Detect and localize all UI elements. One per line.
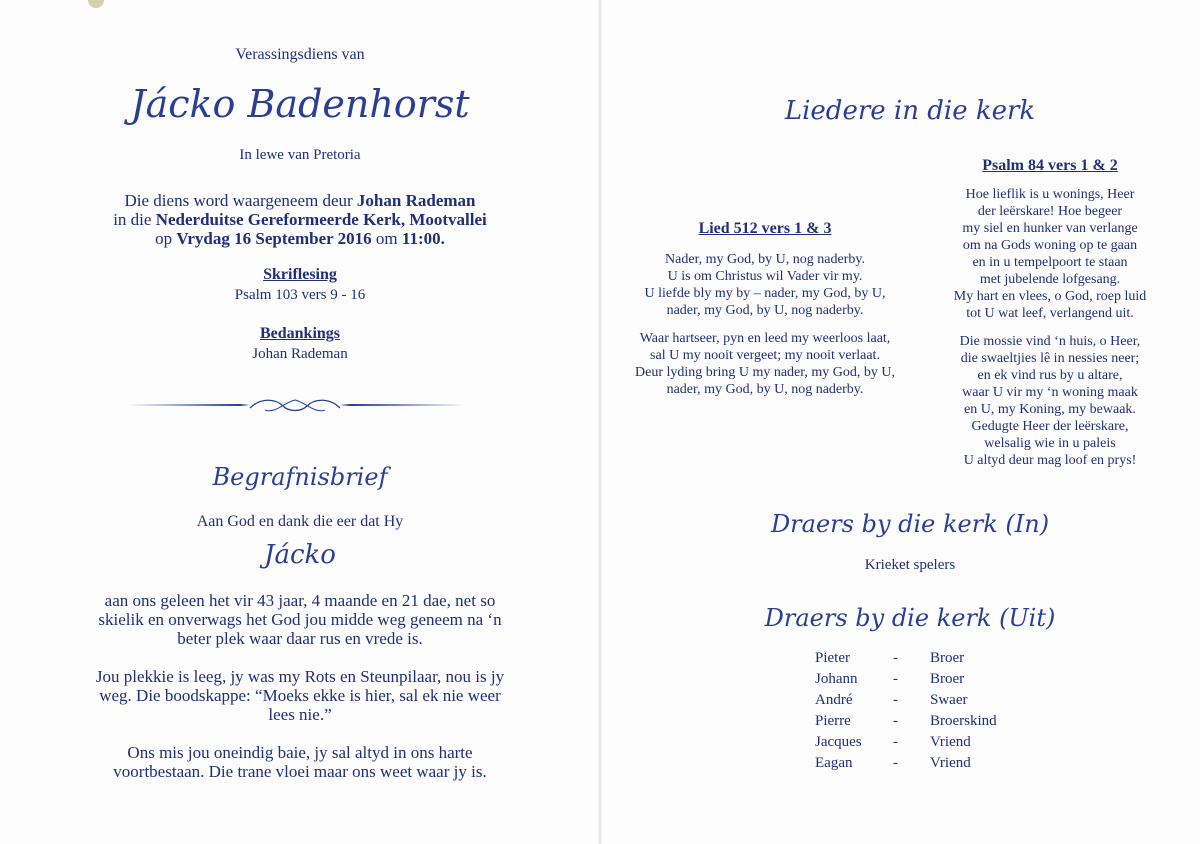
- psalm-v1-line3: my siel en hunker van verlange: [962, 221, 1138, 236]
- reading-heading: Skriflesing: [263, 266, 337, 283]
- letter-p1-line2: skielik en onverwags het God jou midde weg geneem na ‘n: [98, 610, 502, 629]
- psalm-v2-line6: Gedugte Heer der leërskare,: [971, 419, 1129, 434]
- psalm-v1-line7: My hart en vlees, o God, roep luid: [953, 289, 1147, 304]
- date-line: op Vrydag 16 September 2016 om 11:00.: [155, 229, 445, 248]
- lied-v1-line3: U liefde bly my by – nader, my God, by U,: [644, 286, 886, 301]
- psalm-v2-line3: en ek vind rus by u altare,: [977, 368, 1123, 383]
- psalm-v2-line4: waar U vir my ‘n woning maak: [962, 385, 1138, 400]
- reading-text: Psalm 103 vers 9 - 16: [234, 287, 366, 303]
- lied-v2-line4: nader, my God, by U, nog naderby.: [666, 382, 864, 397]
- letter-p3-line1: Ons mis jou oneindig baie, jy sal altyd in ons harte: [127, 743, 473, 762]
- lied-v2-line3: Deur lyding bring U my nader, my God, by U,: [635, 365, 895, 380]
- psalm-v1-line6: met jubelende lofgesang.: [979, 272, 1121, 287]
- letter-p2-line3: lees nie.”: [268, 705, 332, 724]
- letter-name: Jácko: [264, 540, 336, 570]
- funeral-program-spread: Verassingsdiens van Jácko Badenhorst In lewe van Pretoria Die diens word waargeneem deur Johan Rademan in die Nederduitse Gereformeerde Kerk, Mootvallei op Vrydag 16 September 2016 om 11:00. Skriflesing Psalm 103 vers 9 - 16 Bedankings Johan Rademan Begrafnisbrief Aan God en dank die eer dat Hy Jácko aan ons geleen het vir 43 jaar, 4 maande en 21 dae, net so skielik en onverwags het God jou midde weg geneem na ‘n beter plek waar daar rus en vrede is. Jou plekkie is leeg, jy was my Rots en Steunpilaar, nou is jy weg. Die boodskappe: “Moeks ekke is hier, sal ek nie weer lees nie.” Ons mis jou oneindig baie, jy sal altyd in ons harte voortbestaan. Die trane vloei maar ons weet waar jy is. Liedere in die kerk Lied 512 vers 1 & 3 Nader, my God, by U, nog naderby. U is om Christus wil Vader vir my. U liefde bly my by – nader, my God, by U, nader, my God, by U, nog naderby. Waar hartseer, pyn en leed my weerloos laat, sal U my nooit vergeet; my nooit verlaat. Deur lyding bring U my nader, my God, by U, nader, my God, by U, nog naderby. Psalm 84 vers 1 & 2 Hoe lieflik is u wonings, Heer der leërskare! Hoe begeer my siel en hunker van verlange om na Gods woning op te gaan en in u tempelpoort te staan met jubelende lofgesang. My hart en vlees, o God, roep luid tot U wat leef, verlangend uit. Die mossie vind ‘n huis, o Heer, die swaeltjies lê in nessies neer; en ek vind rus by u altare, waar U vir my ‘n woning maak en U, my Koning, my bewaak. Gedugte Heer der leërskare, welsalig wie in u paleis U altyd deur mag loof en prys! Draers by die kerk (In) Krieket spelers Draers by die kerk (Uit) Pieter - Broer Johann - Broer André - Swaer Pierre - Broerskind Jacques - Vriend Eagan - Vriend: [0, 0, 1200, 844]
- psalm-v2-line5: en U, my Koning, my bewaak.: [964, 402, 1136, 417]
- psalm-v1-line4: om na Gods woning op te gaan: [962, 238, 1138, 253]
- bearers-in-heading: Draers by die kerk (In): [770, 510, 1050, 538]
- thanks-heading: Bedankings: [259, 325, 341, 342]
- church-line: in die Nederduitse Gereformeerde Kerk, Mootvallei: [113, 210, 487, 229]
- letter-p2-line1: Jou plekkie is leeg, jy was my Rots en Steunpilaar, nou is jy: [95, 667, 505, 686]
- bearers-out-heading: Draers by die kerk (Uit): [764, 604, 1056, 632]
- bearers-in-text: Krieket spelers: [864, 557, 956, 573]
- letter-intro: Aan God en dank die eer dat Hy: [196, 513, 404, 530]
- ornamental-flourish-divider-icon: [125, 394, 465, 416]
- letter-p3-line2: voortbestaan. Die trane vloei maar ons weet waar jy is.: [113, 762, 487, 781]
- songs-heading: Liedere in die kerk: [784, 96, 1036, 126]
- psalm-v1-line5: en in u tempelpoort te staan: [972, 255, 1128, 270]
- psalm-v1-line1: Hoe lieflik is u wonings, Heer: [965, 187, 1135, 202]
- psalm-v2-line1: Die mossie vind ‘n huis, o Heer,: [959, 334, 1141, 349]
- page-fold: [598, 0, 602, 844]
- letter-p1-line1: aan ons geleen het vir 43 jaar, 4 maande en 21 dae, net so: [104, 591, 496, 610]
- lied-v1-line4: nader, my God, by U, nog naderby.: [666, 303, 864, 318]
- psalm-title: Psalm 84 vers 1 & 2: [982, 157, 1118, 174]
- thanks-text: Johan Rademan: [252, 346, 348, 362]
- letter-p2-line2: weg. Die boodskappe: “Moeks ekke is hier, sal ek nie weer: [99, 686, 501, 705]
- service-title: Verassingsdiens van: [235, 46, 365, 63]
- letter-heading: Begrafnisbrief: [212, 463, 388, 491]
- psalm-v2-line8: U altyd deur mag loof en prys!: [963, 453, 1137, 468]
- lied-v1-line2: U is om Christus wil Vader vir my.: [667, 269, 863, 284]
- deceased-name: Jácko Badenhorst: [130, 82, 470, 126]
- paper-corner-mark: [88, 0, 104, 8]
- lied-v1-line1: Nader, my God, by U, nog naderby.: [665, 252, 865, 267]
- letter-p1-line3: beter plek waar daar rus en vrede is.: [177, 629, 423, 648]
- officiant-line: Die diens word waargeneem deur Johan Rademan: [124, 191, 476, 210]
- lied-v2-line1: Waar hartseer, pyn en leed my weerloos laat,: [639, 331, 891, 346]
- psalm-v1-line2: der leërskare! Hoe begeer: [977, 204, 1123, 219]
- psalm-v1-line8: tot U wat leef, verlangend uit.: [966, 306, 1134, 321]
- psalm-v2-line2: die swaeltjies lê in nessies neer;: [960, 351, 1140, 366]
- lied-v2-line2: sal U my nooit vergeet; my nooit verlaat.: [650, 348, 880, 363]
- lied-title: Lied 512 vers 1 & 3: [698, 220, 832, 237]
- residence-line: In lewe van Pretoria: [239, 147, 361, 163]
- psalm-v2-line7: welsalig wie in u paleis: [984, 436, 1116, 451]
